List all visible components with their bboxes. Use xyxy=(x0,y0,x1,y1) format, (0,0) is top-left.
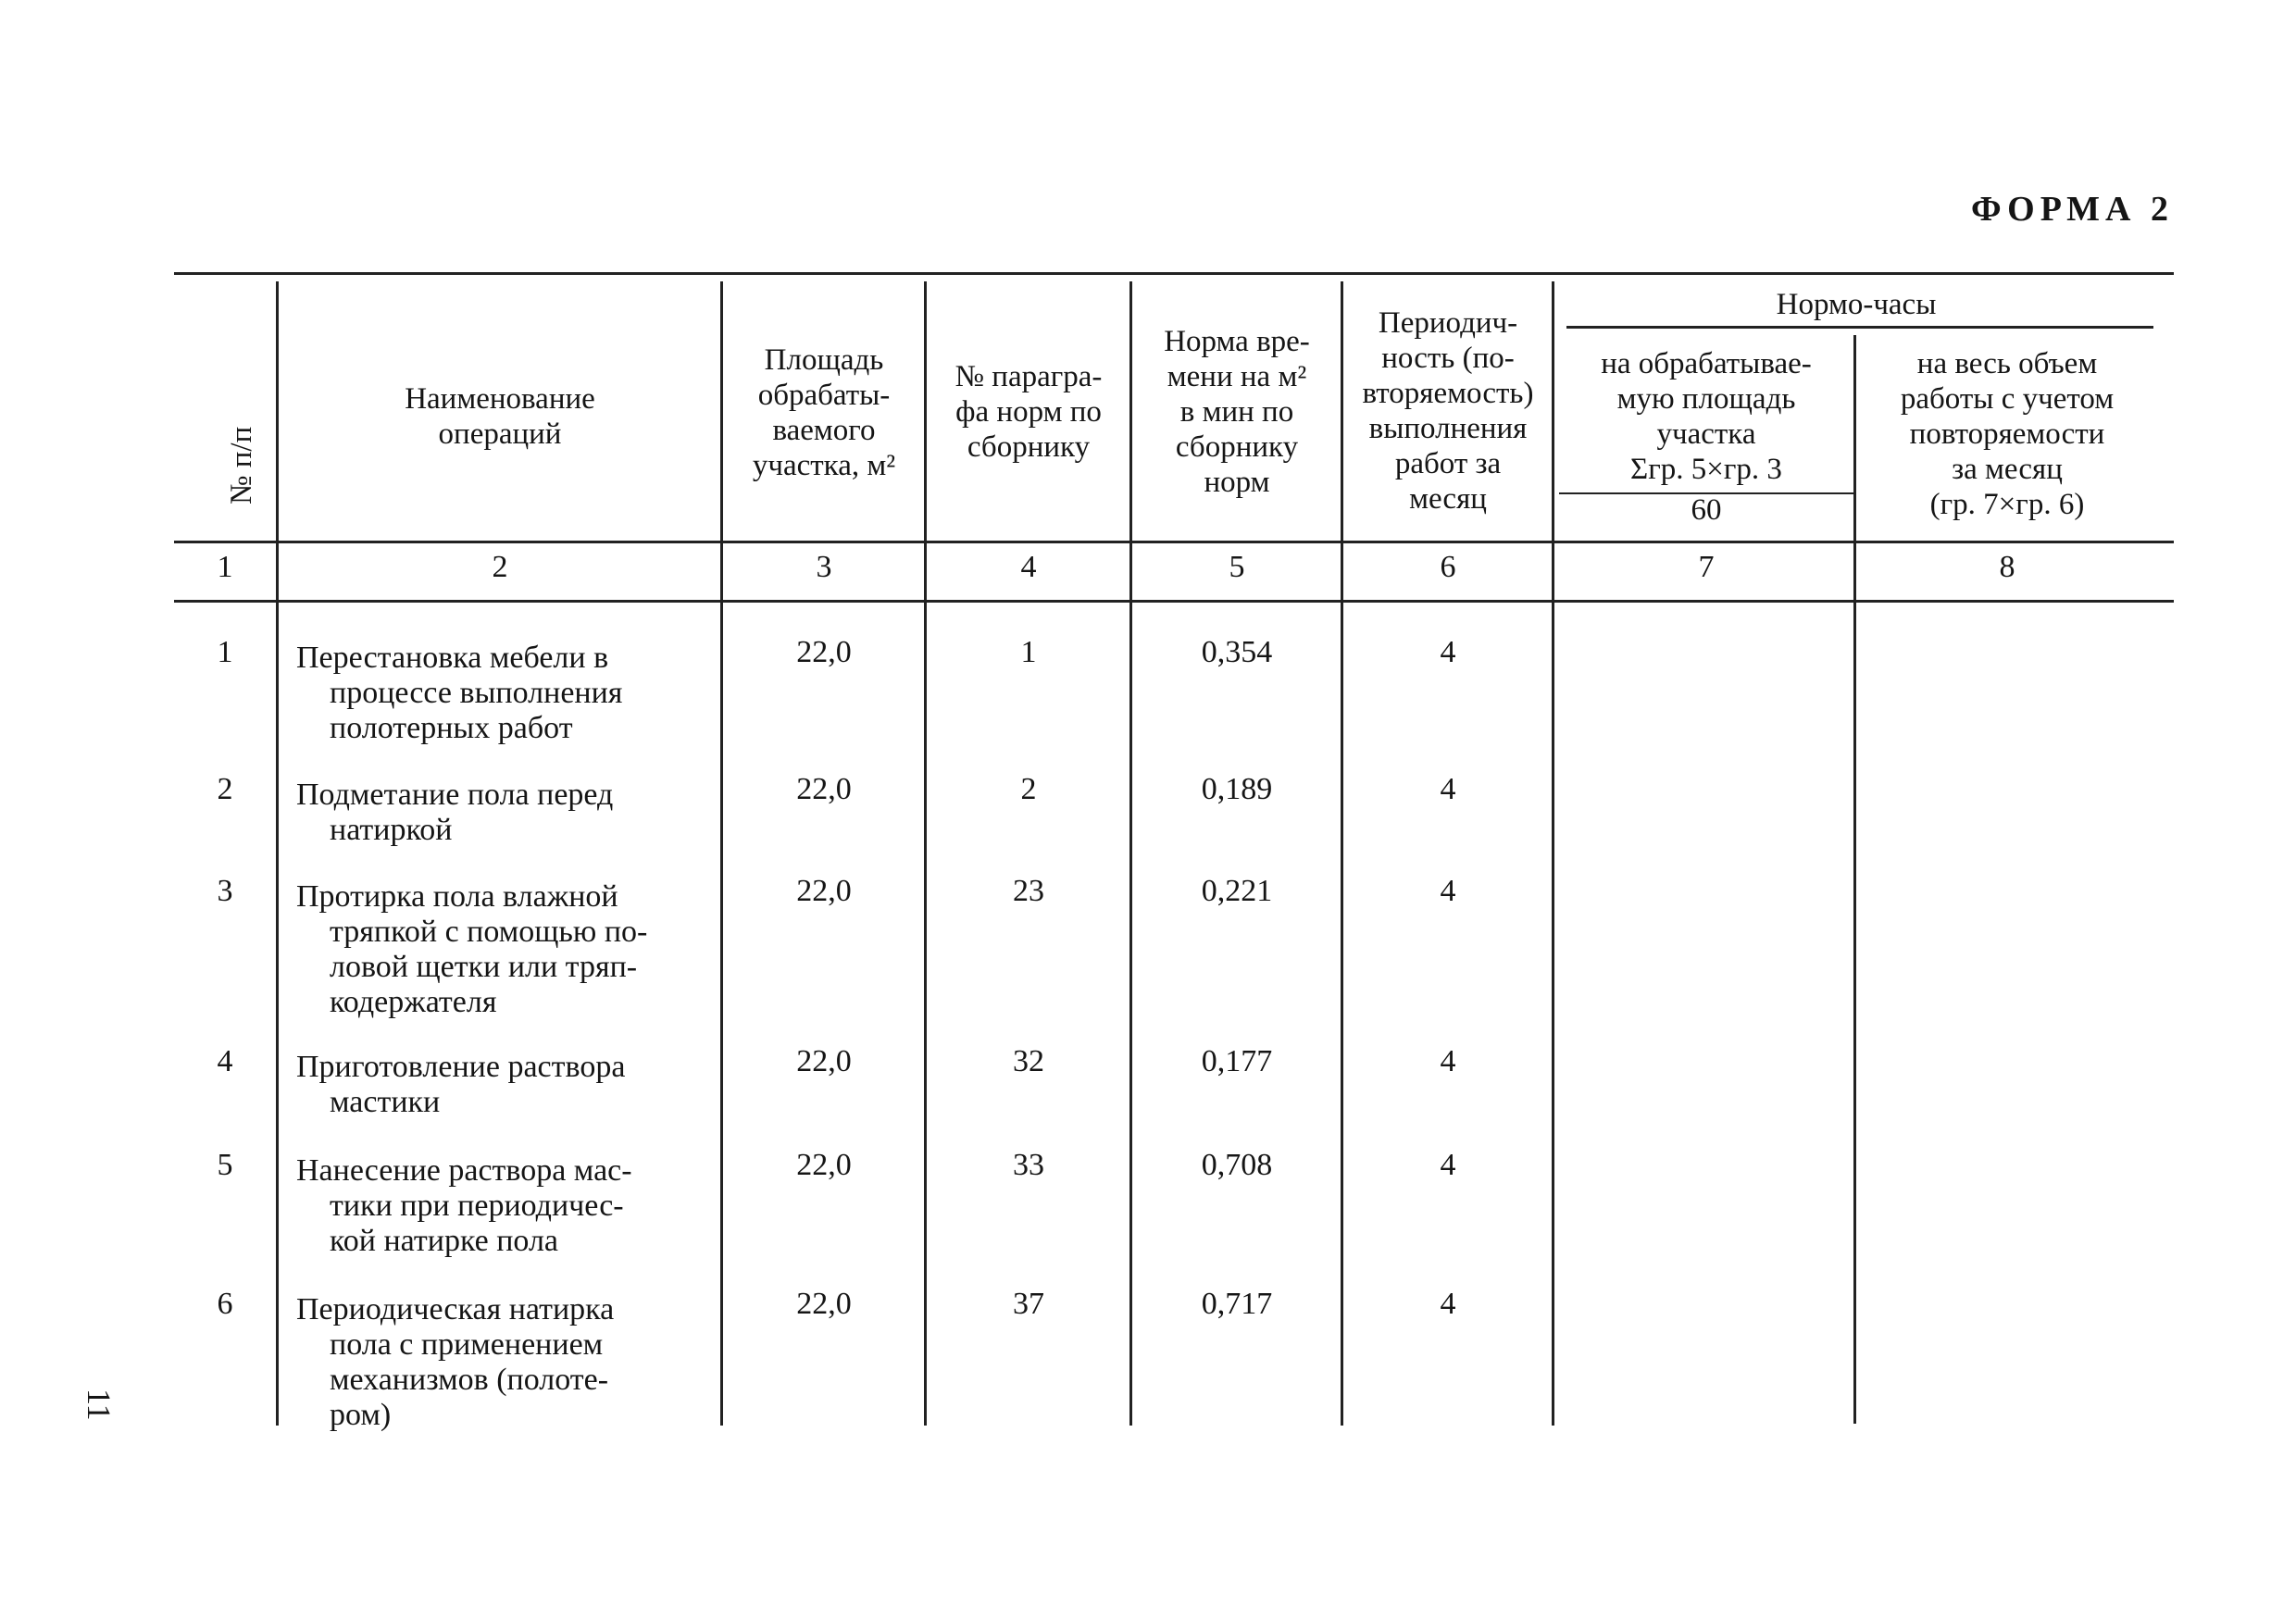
header-periodicity-line: работ за xyxy=(1394,447,1502,480)
header-total-hours-line: (гр. 7×гр. 6) xyxy=(1929,488,2085,521)
area-value: 22,0 xyxy=(796,1287,852,1321)
paragraph-value: 37 xyxy=(1013,1287,1044,1321)
header-area-hours-line: на обрабатывае- xyxy=(1601,347,1812,380)
paragraph-value: 1 xyxy=(1020,635,1037,669)
header-time-norm-line: Норма вре- xyxy=(1164,325,1310,358)
row-number: 5 xyxy=(217,1148,233,1182)
periodicity-value: 4 xyxy=(1440,1044,1456,1078)
operation-name xyxy=(296,778,704,848)
operation-line: натиркой xyxy=(330,813,453,847)
operation-line: кой натирке пола xyxy=(330,1224,559,1258)
header-periodicity-line: ность (по- xyxy=(1381,342,1515,375)
header-total-hours-line: повторяемости xyxy=(1909,417,2105,451)
periodicity-value: 4 xyxy=(1440,1287,1456,1321)
paragraph-value: 23 xyxy=(1013,874,1044,908)
header-total-hours xyxy=(1857,346,2157,522)
header-area-hours-line: мую площадь xyxy=(1616,382,1796,416)
operation-line: Перестановка мебели в xyxy=(296,641,609,675)
form-label: ФОРМА 2 xyxy=(1971,190,2174,229)
header-area-line: ваемого xyxy=(772,414,876,447)
col-divider-2 xyxy=(720,281,723,1426)
column-number: 4 xyxy=(1020,550,1037,584)
header-periodicity-line: выполнения xyxy=(1368,412,1528,445)
norm-value: 0,354 xyxy=(1201,635,1273,669)
operation-line: тряпкой с помощью по- xyxy=(330,915,648,949)
header-periodicity-line: месяц xyxy=(1409,482,1487,516)
operation-line: полотерных работ xyxy=(330,711,573,745)
header-paragraph-line: № парагра- xyxy=(955,360,1103,393)
column-number: 3 xyxy=(816,550,832,584)
norm-value: 0,221 xyxy=(1201,874,1273,908)
column-number: 6 xyxy=(1440,550,1456,584)
column-number: 2 xyxy=(492,550,508,584)
header-time-norm xyxy=(1133,324,1341,500)
header-periodicity-line: Периодич- xyxy=(1378,306,1518,340)
page-number: 11 xyxy=(81,1389,118,1421)
header-time-norm-line: норм xyxy=(1204,466,1270,499)
header-area-hours-line: участка xyxy=(1656,417,1756,451)
header-area-hours-denominator: 60 xyxy=(1691,493,1722,527)
header-bottom-rule xyxy=(174,541,2174,543)
operation-name xyxy=(296,1292,704,1433)
col-divider-3 xyxy=(924,281,927,1426)
paragraph-value: 2 xyxy=(1020,772,1037,806)
header-operation-name-text: Наименование операций xyxy=(405,382,595,451)
header-total-hours-line: за месяц xyxy=(1952,453,2063,486)
number-row-bottom-rule xyxy=(174,600,2174,603)
operation-line: Протирка пола влажной xyxy=(296,879,618,914)
operation-line: кодержателя xyxy=(330,985,497,1019)
operation-line: мастики xyxy=(330,1085,441,1119)
area-value: 22,0 xyxy=(796,874,852,908)
col-divider-4 xyxy=(1129,281,1132,1426)
operation-line: пола с применением xyxy=(330,1327,604,1362)
operation-line: ром) xyxy=(330,1398,392,1432)
operation-name xyxy=(296,879,704,1020)
row-number: 2 xyxy=(217,772,233,806)
col-divider-1 xyxy=(276,281,279,1426)
area-value: 22,0 xyxy=(796,1044,852,1078)
norm-value: 0,189 xyxy=(1201,772,1273,806)
col-divider-5 xyxy=(1341,281,1343,1426)
area-value: 22,0 xyxy=(796,1148,852,1182)
norm-value: 0,708 xyxy=(1201,1148,1273,1182)
operation-line: ловой щетки или тряп- xyxy=(330,950,638,984)
column-number: 5 xyxy=(1229,550,1245,584)
periodicity-value: 4 xyxy=(1440,772,1456,806)
header-row-number: № п/п xyxy=(225,426,258,504)
operation-line: механизмов (полоте- xyxy=(330,1363,609,1397)
periodicity-value: 4 xyxy=(1440,874,1456,908)
column-number: 7 xyxy=(1698,550,1715,584)
row-number: 3 xyxy=(217,874,233,908)
operation-name xyxy=(296,1050,704,1120)
paragraph-value: 33 xyxy=(1013,1148,1044,1182)
norm-value: 0,717 xyxy=(1201,1287,1273,1321)
table-top-rule xyxy=(174,272,2174,275)
operation-line: тики при периодичес- xyxy=(330,1189,624,1223)
area-value: 22,0 xyxy=(796,635,852,669)
header-area-line: участка, м² xyxy=(752,449,896,482)
header-total-hours-line: на весь объем xyxy=(1916,347,2098,380)
column-number: 8 xyxy=(1999,550,2015,584)
header-area-hours xyxy=(1555,346,1857,528)
header-time-norm-line: мени на м² xyxy=(1167,360,1307,393)
area-value: 22,0 xyxy=(796,772,852,806)
header-time-norm-line: в мин по xyxy=(1179,395,1294,429)
row-number: 6 xyxy=(217,1287,233,1321)
operation-line: Периодическая натирка xyxy=(296,1292,615,1326)
header-area-hours-formula: Σгр. 5×гр. 3 xyxy=(1630,453,1782,486)
column-number: 1 xyxy=(217,550,233,584)
col-divider-6 xyxy=(1552,281,1554,1426)
row-number: 4 xyxy=(217,1044,233,1078)
header-norm-hours-group: Нормо-часы xyxy=(1776,288,1937,321)
operation-line: Подметание пола перед xyxy=(296,778,614,812)
header-area-line: обрабаты- xyxy=(757,379,891,412)
paragraph-value: 32 xyxy=(1013,1044,1044,1078)
norm-value: 0,177 xyxy=(1201,1044,1273,1078)
row-number: 1 xyxy=(217,635,233,669)
periodicity-value: 4 xyxy=(1440,635,1456,669)
header-paragraph-line: сборнику xyxy=(967,430,1091,464)
header-paragraph-line: фа норм по xyxy=(955,395,1102,429)
group-subheader-rule xyxy=(1566,326,2153,329)
header-periodicity-line: вторяемость) xyxy=(1362,377,1534,410)
operation-name xyxy=(296,1153,704,1259)
operation-line: процессе выполнения xyxy=(330,676,623,710)
header-operation-name xyxy=(280,381,720,452)
periodicity-value: 4 xyxy=(1440,1148,1456,1182)
header-area xyxy=(724,342,924,483)
header-time-norm-line: сборнику xyxy=(1175,430,1299,464)
header-total-hours-line: работы с учетом xyxy=(1900,382,2115,416)
header-paragraph xyxy=(928,359,1129,465)
operation-line: Приготовление раствора xyxy=(296,1050,626,1084)
header-area-line: Площадь xyxy=(764,343,884,377)
operation-name xyxy=(296,641,704,746)
header-periodicity xyxy=(1344,305,1552,517)
operation-line: Нанесение раствора мас- xyxy=(296,1153,632,1188)
